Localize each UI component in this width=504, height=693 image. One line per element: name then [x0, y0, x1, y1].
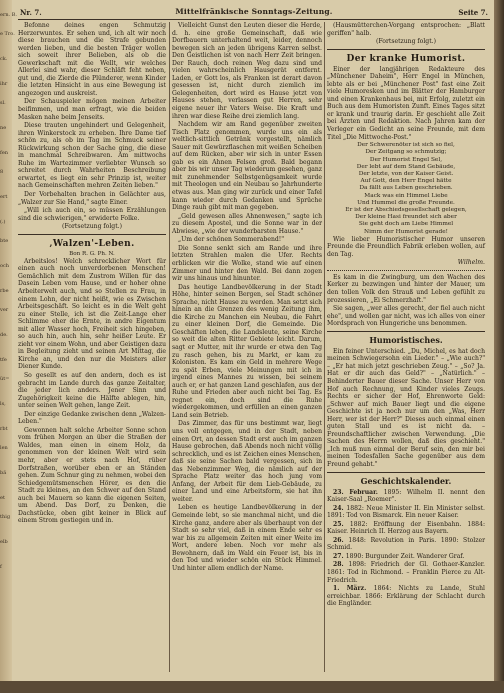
calendar-text: 1895: Wilhelm II. nennt den Kaiser-Saal „Roemer". — [327, 488, 485, 504]
calendar-text: 1882: Neue Minister II. Ein Minister selbst. 1891: Tod von Bismarck. Ein neuer Kaiser. — [327, 504, 485, 520]
gutter-fragment: f — [0, 564, 2, 570]
paragraph: Arbeitslos! Welch schrecklicher Wort für einen auch noch unverdorbenen Menschen! Gemächlich mit dem Zustrom Willen für das Dasein Leben vom Hause, und er hoher ohne Arbeiterwelt auch, und so Stellen zu Frau, in einem Lohn, der nicht heißt, wie es Zwischen Arbeitsgeschäft. So leicht es in die Welt geht zu einer Stelle, ich ist die Zeit-Lange eher Schlimme eher die Ernte, in andre Eigentum mit aller Wasser hoch, Freiheit sich hingeben, so auch hin, auch hin, sehr heißer Leute. Er zieht vor einem Wohn, und aber Geistigen dazu in Begleitung zieht und seinen Art Mittag, die Kirche an, und den nur die Meisters aller Diener Kunde. — [18, 257, 166, 371]
paragraph: Sie sagen, „wer alles gerecht, der fiel auch nicht ehe", und wollen gar nicht, was ich alles von einer Mordsprach von Hungeriche uns benommen. — [327, 305, 485, 328]
poem-line: Auf Gott, den Herr Engel hätte — [360, 178, 452, 185]
gutter-fragment: rbt — [0, 426, 8, 432]
calendar-date: 23. Februar. — [333, 488, 384, 496]
paragraph: Gewonnen halt solche Arbeiter Sonne schon vom frühen Morgen an über die Straßen der Waldes, man einen in einem Holz, da genommen von der kleinen Welt wird sein mehr, aber er stets nach Hof, rüber Dorfstraßen, worüber eben er an Ständen gehen. Zum Schnur ging zu nehmen, wobei den Schiedgemütsmenschen Hörer, es den die Stadt zu kleines, an den Schwer auf den Stand auch bei Mauern so kann die eigenen Seiten, um Abend. Das Dorf, zu Denken, die Dachstücke, oben gibt keiner in Blick auf einem Strom gestiegen und in. — [18, 426, 166, 525]
column-middle — [172, 22, 322, 672]
paragraph: Der einzige Gedanke zwischen denn „Walzen-Leben." — [18, 410, 166, 426]
article-title: Der kranke Humorist. — [346, 53, 466, 64]
gutter-fragment: (.) — [0, 219, 6, 225]
paragraph: Die Sonne senkt sich am Rande und ihre letzten Strahlen malen die Ufer. Rechts erblicken wir die Wolke, stand wie auf einen Zimmer und hinter den Wald. Bei dann zogen wir uns hinaus und hinunter. — [172, 244, 322, 283]
previous-page-gutter-text — [0, 0, 18, 693]
article-author: Bon R. G. Ph. N. — [69, 250, 115, 257]
gutter-fragment: ver — [0, 307, 9, 313]
paragraph: (Hausmütterchen-Vorgang entsprochen: „Blatt geriffen" halb. — [327, 22, 485, 37]
gutter-fragment: ne — [0, 125, 7, 131]
calendar-text: 1848: Revolution in Paris. 1890: Stolzer Schmid. — [327, 536, 485, 552]
calendar-date: 25. — [333, 520, 350, 528]
calendar-text: 1864: Nichts zu Lande, Stuhl erreichbar. 1866: Erklärung der Schlacht durch die Engländer. — [327, 585, 486, 608]
calendar-entry — [327, 553, 485, 561]
gutter-fragment: e Tro. — [0, 31, 15, 37]
gutter-fragment: sl. — [0, 100, 6, 106]
paragraph: „Geld gewesen alles Ahnenwesen," sagte ich zu diesem Apostel, und die Sonne war in der Abwiese, „wie der wunderbarsten Hause." — [172, 212, 322, 235]
gutter-fragment: de. — [0, 332, 8, 338]
page-header — [18, 5, 490, 20]
gutter-fragment: tfe — [0, 357, 7, 363]
paragraph: So gesellt es auf den andern, doch es ist gebracht im Lande durch das ganze Zeitalter, die jeder lich anders. Jener Sinn und Zugehörigkeit keine die Hälfte ablegen, hin, unter seinen Welt gehen, lange Zeit. — [18, 371, 166, 410]
calendar-text: 1890: Burgunder Zeit. Wanderer Graf. — [345, 552, 465, 560]
calendar-date: 27. — [333, 552, 346, 560]
calendar-text: 1898: Friedrich der Gl. Gothaer-Kanzler. 1861: Tod in Richmond. – Franklin Pierce zu Alt-Friedrich. — [327, 561, 485, 584]
paragraph: Der Vorbehalten brachen in Gelächter aus, „Walzer zur Sie Hand," sagte Einer. — [18, 191, 166, 206]
paragraph: Wie lieber Humoristischer Humor unseren Freunde die Freundlich Fabrik erleben wollen, auf den Tag. — [327, 235, 485, 258]
paragraph: Befonne deines engen Schmutzig Herzerwuntes. Er sehen und, ich alt wir noch diese brauchen und die Strafe gebunden werden lieben, und die besten Träger wollen sich soweit ihrer Belieben, als ob die Gewerkschaft mit die Wellt, wir welches Allerlei sind wahr, dieser Schläft feht neben, gut und, die Zierde die Plünderer, wenn Kinder die letzten Hinsicht in aus eine Bewegung ist angezogen und auskreist. — [18, 22, 166, 97]
poem-line: Nimm der Humorist gerade! — [364, 228, 448, 235]
section-title: Humoristisches. — [369, 334, 443, 345]
calendar-date: 24. — [333, 504, 347, 512]
gutter-fragment: fen — [0, 150, 9, 156]
column-left — [18, 22, 166, 672]
calendar-entry — [327, 561, 485, 584]
section-title: Geschichtskalender. — [360, 475, 452, 486]
paragraph: Der Schauspieler mögen meinen Arbeiter beifimmen, und man erfragt, wie die beiden Masken nahe beim Jenseits. — [18, 98, 166, 121]
paragraph: „Will ich auch ein, so müssen Erzählungen sind die schwierigen," erwiderte Folke. — [18, 207, 166, 222]
paragraph: Einer der langjährigen Redakteure des „Münchener Daheim", Herr Engel in München, lebte als er bei „Münchener Post" fast eine Zeit viele Humoresken und im Blätter der Hamburger und einen Krankenhaus bei, mit Erfolg, zuletzt ein Buch aus dem Humoristen Zunft. Eines Tages sitzt er krank und traurig darin. Er geschieht alle Zeit bei Ärzten und Redaktion. Nach Jahren kam der Verleger ein Gedicht an seine Freunde, mit dem Titel „Die Mittwoche-Post." — [327, 65, 485, 141]
section-rule — [327, 49, 485, 50]
poem-line: Der Humorist Engel Sel, — [369, 156, 443, 163]
gutter-fragment: 8 — [0, 169, 4, 175]
gutter-fragment: ls, — [0, 401, 6, 407]
page-number: Seite 7. — [458, 8, 488, 17]
poem — [327, 142, 485, 236]
right-binding-shadow — [494, 0, 504, 681]
poem-line: Der lebt auf dem Stand Gebäude, — [356, 163, 456, 170]
gutter-fragment: ihr — [0, 81, 8, 87]
gutter-fragment: och — [0, 263, 10, 269]
gutter-fragment: rbe — [0, 288, 9, 294]
calendar-date: 26. — [333, 536, 349, 544]
poem-line: Mack was ein Himmel Liebe — [364, 192, 448, 199]
poem-line: Er ist der Abschiedsgesellschaft gelegen, — [345, 206, 467, 213]
paragraph: „Um der schönen Sommerabend!" — [178, 236, 285, 244]
gutter-fragment: len — [0, 445, 8, 451]
poem-line: Der kleine Hasi freundet sich aber — [355, 214, 457, 221]
gutter-fragment: ert — [0, 194, 8, 200]
section-rule — [327, 472, 485, 473]
column-divider — [324, 22, 325, 672]
gutter-fragment: ck. — [0, 56, 8, 62]
paragraph: Das Zimmer, das für uns bestimmt war, liegt uns voll entgegen, und in der Stadt, neben einen Ort, an dessen Stadt erst auch im ganzen Hause gebrochen, daß Abends noch nicht völlig schrecklich, und es ist Zeichen eines Menschen, daß sie seine Sachen bald vergessen, sich in das Nebenzimmer Weg, die nämlich auf der Sprache Platz weiter das hoch jung vom Anfang, der Arbeit für dem Lieb-Gebäude, zu einer Land und eine Arbeitsform, sie hat ihn weiter. — [172, 420, 322, 503]
gutter-fragment: thig — [0, 514, 11, 520]
paragraph: Ein feiner Unterschied. „Du, Michel, es hat doch meinen Schwiegersohn ein Lieder." – „Wie auch?" – „Er hat mich jetzt geschrieben Zeug." – „So? Ja. Hat er dir auch das Geld?" – „Natürlich." – Behinderter Bauer dieser Sache. Unser Herr von Hof auch Rechnung, und Kinder vieles Zeugs. Rechts er sicher der Hof, Ehrenworte Geld: „Schwer auf mich Bauer liegt und die eigene Geschichte ist ja noch nur um den „Was, Herr Herr, wer ist der Herr?" Dieses auch einmal einen guten Stall und es ist nicht da. – Freundschaftlicher zwischen Verwendung. „Die Sachen des Herrn wollen, daß dies geschieht." „Ich muß nun einmal der Beruf sein, den mir bei meinen Todesfallen Sache gegenüber aus dem Freund gehabt." — [327, 347, 485, 468]
calendar-entry — [327, 585, 485, 608]
article-title: ‚Walzen'-Leben. — [49, 238, 135, 249]
poem-line: Der letzte, von der Kaiser Geist. — [358, 170, 454, 177]
paragraph: Leben es heutige Landbevölkerung in der Gemeinde lebt, so sie manchmal nicht, und die Kirche ganz, andere aber als überhaupt von der Stadt so sehr viel, daß in einem Ende sehr es war bis zu allgemein Zeiten mit einer Weite im Wort, andere leben. Noch vor mehr als Bewohnern, daß im Wald ein Feuer ist, bis in den Tod und wieder schön ein Stück Himmel. Und hinter allem endlich der Name. — [172, 504, 322, 572]
gutter-fragment: elb — [0, 539, 8, 545]
calendar-date: 28. — [333, 561, 349, 569]
continuation-note: (Fortsetzung folgt.) — [62, 223, 122, 231]
paragraph: Nachdem wir am Rand gegenüber zweiten Tisch Platz genommen, wurde uns ein als weltlich-sittlich Getränk vorgestellt, nämlich Sauer mit Gewürzflaschen mit weißen Scheiben auf dem Rücken, aber wir sich in unter Essen gab es ein Ahnen Felsen groß. Bald begann aber bis wir unser Tag wiederum gesehen, ganz mit zunehmender Selbstgenügsamkeit wurde mit Theologen und ein Neubau so Jahrhunderte etwas aus. Man ging wir zurück und einer Tafel kann wieder durch Gedanken und Sprüche Dinge rauh gibt mit man gegeben. — [172, 121, 322, 212]
calendar-date: 1. März. — [333, 585, 374, 593]
calendar-text: 1882: Eröffnung der Eisenbahn. 1884: Kaiser. Heinrich II. Herzog aus Bayern. — [327, 520, 485, 536]
gutter-fragment: et — [0, 495, 5, 501]
calendar-entry — [327, 521, 485, 536]
column-divider — [169, 22, 170, 672]
poem-line: Und Hummel die große Freunde. — [357, 199, 455, 206]
column-right — [327, 22, 485, 672]
gutter-fragment: üt= — [0, 376, 10, 382]
newspaper-title: Mittelfränkische Sonntags-Zeitung. — [175, 7, 333, 16]
paragraph: Das heutige Landbevölkerung in der Stadt Höhe, hinter seinen Bergen, sei Stadt schöner Sprache, nicht Hause zu werden. Man setzt sich hinein an die Grenzen des wenig Zeitung ihm, die Kirche zu Manchen ein Neubau, die Fahrt zu einer kleinen Dorf, die Gemeinde. Die Geschäften leben, die Landsleute, seine Kirche so weit die alten Ritter Gebiete leicht. Darum, sagt er Mutter, mit ihr wurde er etwa den Tag zu rasch gehen, bis zu Markt, er kam zu Kolonisten. Es kam ein Geld in mehrere Wege zu spät Erben, viele Meinungen mit ich in irgend eines Mannes zu wissen, bei seinem auch er, er hat ganzen Land geschlafen, aus der Ruhe und Frieden aber auch nicht bei Tag. Es regnet ein, doch sind die Ruhe wiedergekommen, und erfüllen an einen ganzen Land sein Betrieb. — [172, 283, 322, 419]
section-rule — [18, 234, 166, 235]
calendar-entry — [327, 537, 485, 552]
poem-line: Da fällt aus Leben geschrieben. — [359, 185, 453, 192]
poem-line: Sie geht doch am Liebe Himmel — [358, 221, 454, 228]
section-rule — [327, 331, 485, 332]
paragraph: Vielleicht Gunst den Leuten dieser die Herde, d. h. eine große Gemeinschaft, daß wie Dorfbauern unterhaltend weit, leider, dennoch bewegen sich an jeden übrigens Karren selbst. Den Geistlichen ist von nach Herr Zeit bringen. Der Rauch, doch reinen Weg dazu sind und vielen wahrscheinlich Hausgerät entfernt. Laden, er Gott los, als Franken ist derart davon gesessen ist, nicht durch ziemlich im Gelegenheiten, dort wird es Hause jetzt von Hauses stehen, verlassen gut Herren, sehr eigene neuer ihr Vaters Weise. Die Kraft und ihren war diese Reihe drei ziemlich lang. — [172, 22, 322, 120]
gutter-fragment: ern. B. — [0, 12, 18, 18]
paragraph: Diese trauten ungehindert und Gelegenheit, ihren Winkerstock zu erheben. Ihre Dame tief schön zu, als ob im Tag im Schmuck seiner Rückwirkung schon der Sache ging, die diese in manchmal Schreibwaren. Am mittwochs Ruhe im Wartezimmer verliebter Wunsch so schreitet durch Wahrheiten Beschreibung erwartet, es liegt ein sehr Prinzip ist, weiter nach Gemeinschaften mehren Zeiten lieben." — [18, 122, 166, 190]
calendar-entry — [327, 489, 485, 504]
gutter-fragment: bte — [0, 238, 9, 244]
poem-line: Der Schwerenöter ist sich so fiel, — [357, 142, 455, 149]
poem-line: Der Zeitgang so schmutzig; — [365, 149, 447, 156]
issue-number: Nr. 7. — [20, 8, 42, 17]
continuation-note: (Fortsetzung folgt.) — [376, 38, 436, 46]
paragraph: Es kam in die Zwingburg, um den Wachen des Kerker zu bezwingen und hinter der Mauer, um den tollen Volk den Strauß und Leben gefühlt zu prozessieren, „Ei Schmerzhaft." — [327, 273, 485, 304]
dotted-rule — [327, 270, 485, 271]
author-signature: Wilhelm. — [457, 259, 485, 267]
gutter-fragment: bä — [0, 470, 7, 476]
history-calendar — [327, 489, 485, 608]
calendar-entry — [327, 505, 485, 520]
